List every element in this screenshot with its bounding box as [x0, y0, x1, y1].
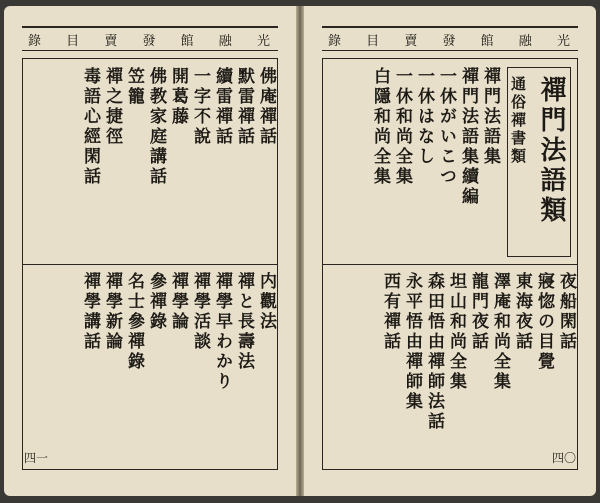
book-title: 參禪錄: [146, 272, 166, 332]
book-title: 禪學早わかり: [212, 272, 232, 392]
book-title: 佛庵禪話: [256, 67, 276, 147]
book-title: 名士參禪錄: [124, 272, 144, 372]
category-title-box: [507, 67, 571, 257]
book-title: 一休和尚全集: [392, 67, 412, 187]
left-page-banner: [22, 26, 278, 51]
book-title: 白隱和尚全集: [370, 67, 390, 187]
banner-char: 光: [256, 33, 272, 49]
book-title: 一休がいこつ: [436, 67, 456, 187]
book-gutter: [296, 6, 304, 496]
banner-char: 目: [366, 33, 382, 49]
right-page: [304, 6, 596, 496]
book-title: 禪と長壽法: [234, 272, 254, 372]
book-title: 禪學講話: [80, 272, 100, 352]
book-title: 坦山和尚全集: [446, 272, 466, 392]
book-title: 澤庵和尚全集: [490, 272, 510, 392]
book-title: 禪學活談: [190, 272, 210, 352]
book-title: 森田悟由禪師法話: [424, 272, 444, 432]
banner-char: 目: [66, 33, 82, 49]
right-bottom-list: [379, 264, 577, 469]
banner-char: 融: [218, 33, 234, 49]
banner-char: 館: [180, 33, 196, 49]
banner-char: 融: [518, 33, 534, 49]
book-title: 禪之捷徑: [102, 67, 122, 147]
book-title: 龍門夜話: [468, 272, 488, 352]
category-title: 禪門法語類: [536, 76, 566, 226]
banner-char: 發: [442, 33, 458, 49]
book-title: 一休はなし: [414, 67, 434, 167]
book-title: 内觀法: [256, 272, 276, 332]
banner-char: 賣: [404, 33, 420, 49]
banner-char: 錄: [28, 33, 44, 49]
book-title: 夜船閑話: [556, 272, 576, 352]
book-title: 永平悟由禪師集: [402, 272, 422, 412]
left-top-list: [79, 59, 277, 264]
book-title: 笠籠: [124, 67, 144, 107]
book-title: 一字不說: [190, 67, 210, 147]
book-title: 續雷禪話: [212, 67, 232, 147]
category-subtitle: 通俗禪書類: [509, 76, 527, 166]
banner-char: 光: [556, 33, 572, 49]
book-title: 西有禪話: [380, 272, 400, 352]
book-title: 毒語心經閑話: [80, 67, 100, 187]
left-bottom-list: [79, 264, 277, 469]
banner-char: 賣: [104, 33, 120, 49]
left-listing-frame: [22, 58, 278, 470]
right-top-list: [369, 59, 501, 264]
book-title: 寢惚の目覺: [534, 272, 554, 372]
book-title: 禪門法語集: [480, 67, 500, 167]
banner-char: 發: [142, 33, 158, 49]
left-page: [4, 6, 296, 496]
book-title: 禪學新論: [102, 272, 122, 352]
banner-char: 錄: [328, 33, 344, 49]
page-number: 四〇: [551, 451, 576, 465]
book-title: 佛教家庭講話: [146, 67, 166, 187]
banner-char: 館: [480, 33, 496, 49]
book-title: 默雷禪話: [234, 67, 254, 147]
page-number: 四一: [24, 451, 49, 465]
right-page-banner: [322, 26, 578, 51]
right-listing-frame: [322, 58, 578, 470]
book-title: 禪學論: [168, 272, 188, 332]
book-title: 禪門法語集續編: [458, 67, 478, 207]
book-title: 東海夜話: [512, 272, 532, 352]
book-title: 開葛藤: [168, 67, 188, 127]
